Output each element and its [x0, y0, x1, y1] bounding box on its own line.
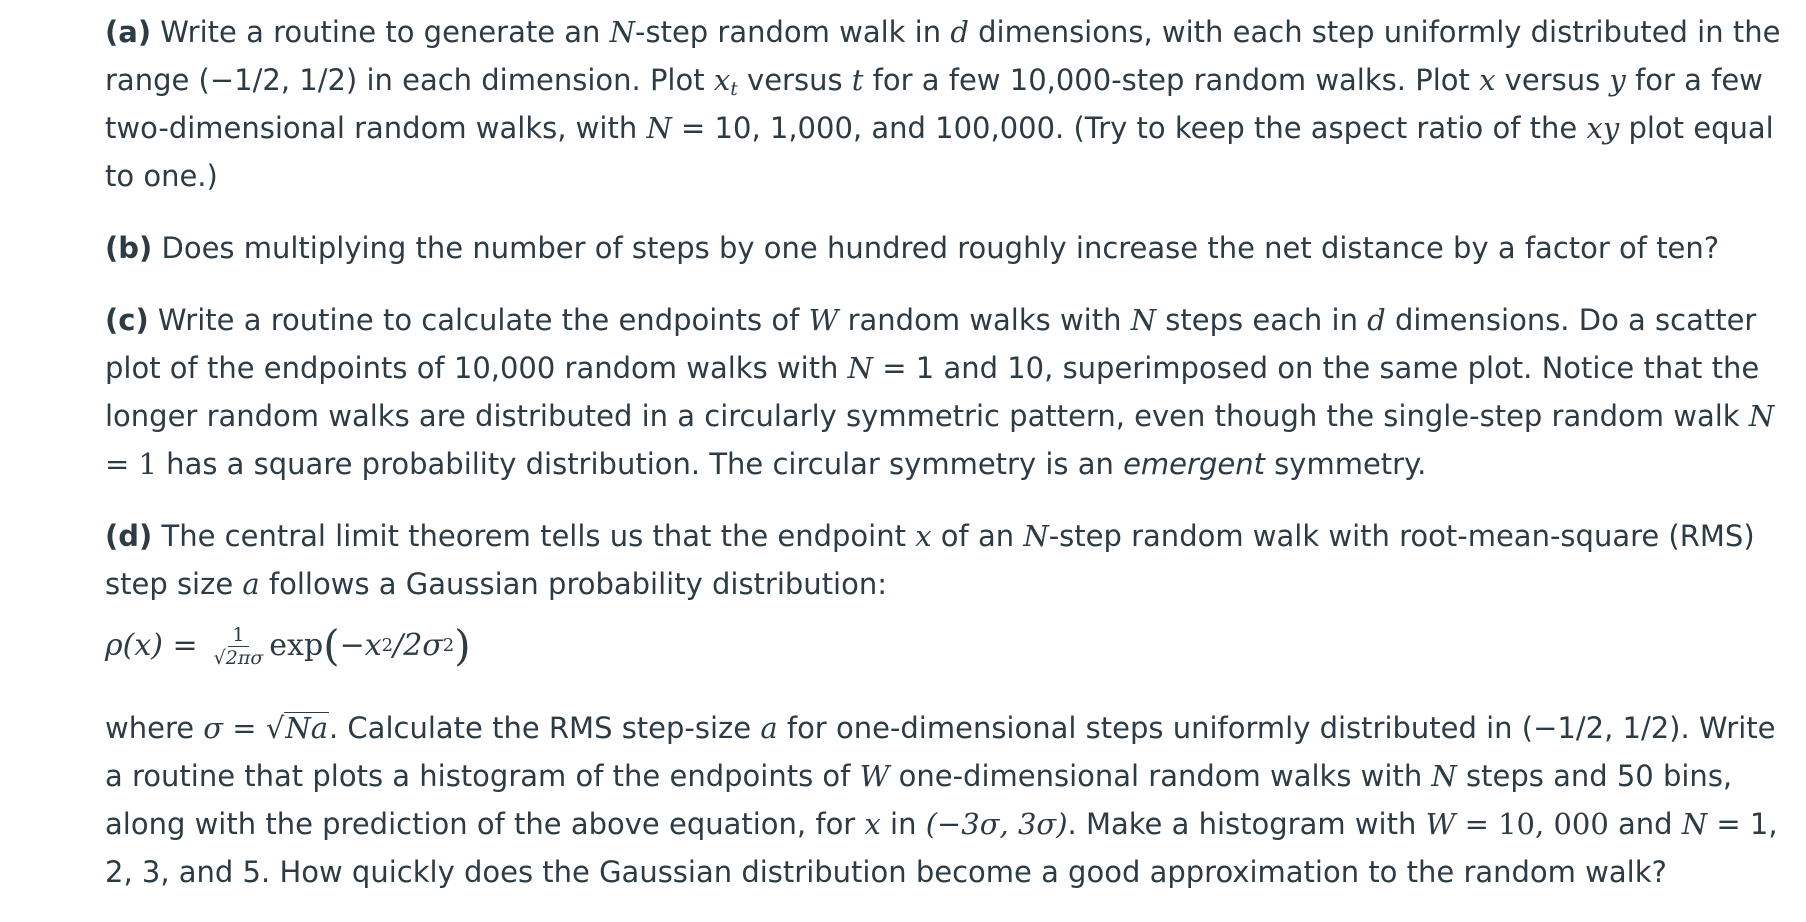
math-xy: xy	[1586, 111, 1620, 145]
math-equals-one: = 1	[105, 447, 157, 481]
text: where	[105, 711, 204, 745]
formula-open-paren: (	[323, 621, 340, 670]
math-N: N	[847, 351, 874, 385]
text: for a few two-dimensional random walks, with	[105, 63, 1763, 145]
math-N: N	[609, 15, 636, 49]
problem-text	[105, 8, 1795, 920]
math-N: N	[1130, 303, 1157, 337]
text: of an	[931, 519, 1024, 553]
formula-lhs: ρ(x) =	[105, 628, 198, 663]
text: . Make a histogram with	[1067, 807, 1426, 841]
math-a: a	[760, 711, 778, 745]
text: dimensions. Do a scatter plot of the endpoints of 10,000 random walks with	[105, 303, 1757, 385]
text: Does multiplying the number of steps by one hundred roughly increase the net distance by a factor of ten?	[152, 231, 1720, 265]
math-x: x	[864, 807, 881, 841]
text: = 1, 2, 3, and 5. How quickly does the Gaussian distribution become a good approximation to the random walk?	[105, 807, 1778, 889]
math-W: W	[808, 303, 839, 337]
text: for one-dimensional steps uniformly distributed in (−1/2, 1/2). Write a routine that plots a histogram of the endpoints of	[105, 711, 1776, 793]
text: = 10, 1,000, and 100,000. (Try to keep the aspect ratio of the	[671, 111, 1587, 145]
text: plot equal to one.)	[105, 111, 1774, 193]
math-W: W	[859, 759, 890, 793]
fraction-numerator: 1	[228, 624, 248, 647]
math-W: W	[1425, 807, 1456, 841]
text: The central limit theorem tells us that the endpoint	[152, 519, 916, 553]
formula-body: −x	[339, 628, 382, 663]
formula-denominator-term: /2σ	[393, 628, 443, 663]
fraction-denominator: √2πσ	[213, 646, 264, 669]
math-y: y	[1609, 63, 1626, 97]
formula-fraction	[212, 624, 266, 669]
text: and	[1608, 807, 1682, 841]
text: Write a routine to generate an	[151, 15, 610, 49]
text: -step random walk with root-mean-square (RMS) step size	[105, 519, 1755, 601]
text: follows a Gaussian probability distribution:	[259, 567, 888, 601]
math-sigma-eq: σ = √	[203, 711, 285, 745]
part-c-paragraph	[105, 296, 1795, 488]
math-N: N	[1681, 807, 1708, 841]
text: Write a routine to calculate the endpoints of	[148, 303, 809, 337]
math-subscript-t: t	[730, 78, 738, 100]
math-a: a	[242, 567, 260, 601]
part-c-label: (c)	[105, 303, 149, 337]
math-t: t	[851, 63, 864, 97]
text: dimensions, with each step uniformly distributed in the range (−1/2, 1/2) in each dimension. Plot	[105, 15, 1781, 97]
text: random walks with	[838, 303, 1131, 337]
text: versus	[737, 63, 852, 97]
text: versus	[1495, 63, 1610, 97]
math-x: x	[915, 519, 932, 553]
math-N: N	[1748, 399, 1775, 433]
formula-exp: exp	[269, 628, 324, 663]
gaussian-formula: ρ(x) = $\frac{1}{√2\pi\sigma}$ exp ( −x 2 /2σ 2 )	[105, 621, 471, 670]
text: for a few 10,000-step random walks. Plot	[863, 63, 1480, 97]
formula-close-paren: )	[454, 621, 471, 670]
part-b-paragraph	[105, 224, 1795, 272]
text: has a square probability distribution. The circular symmetry is an	[156, 447, 1124, 481]
math-W-value: = 10, 000	[1455, 807, 1609, 841]
text: one-dimensional random walks with	[889, 759, 1432, 793]
math-N: N	[1431, 759, 1457, 793]
math-N: N	[646, 111, 672, 145]
math-d: d	[1367, 303, 1386, 337]
part-a-paragraph	[105, 8, 1795, 200]
math-x: x	[1479, 63, 1496, 97]
part-d-paragraph	[105, 512, 1795, 608]
math-N: N	[1023, 519, 1049, 553]
math-d: d	[950, 15, 969, 49]
math-range: (−3σ, 3σ)	[925, 807, 1068, 841]
part-a-label: (a)	[105, 15, 152, 49]
part-d-continuation	[105, 704, 1795, 896]
text: steps each in	[1156, 303, 1368, 337]
text: = 1 and 10, superimposed on the same plot. Notice that the longer random walks are distributed in a circularly symmetric pattern, even though the single-step random walk	[105, 351, 1760, 433]
text: symmetry.	[1264, 447, 1427, 481]
emphasis-emergent: emergent	[1123, 447, 1265, 481]
part-b-label: (b)	[105, 231, 153, 265]
math-x: x	[713, 63, 731, 97]
text: -step random walk in	[635, 15, 951, 49]
text: steps and 50 bins, along with the prediction of the above equation, for	[105, 759, 1733, 841]
math-sqrt-arg: Na	[285, 711, 328, 745]
text: . Calculate the RMS step-size	[328, 711, 761, 745]
text: in	[880, 807, 926, 841]
part-d-label: (d)	[105, 519, 153, 553]
